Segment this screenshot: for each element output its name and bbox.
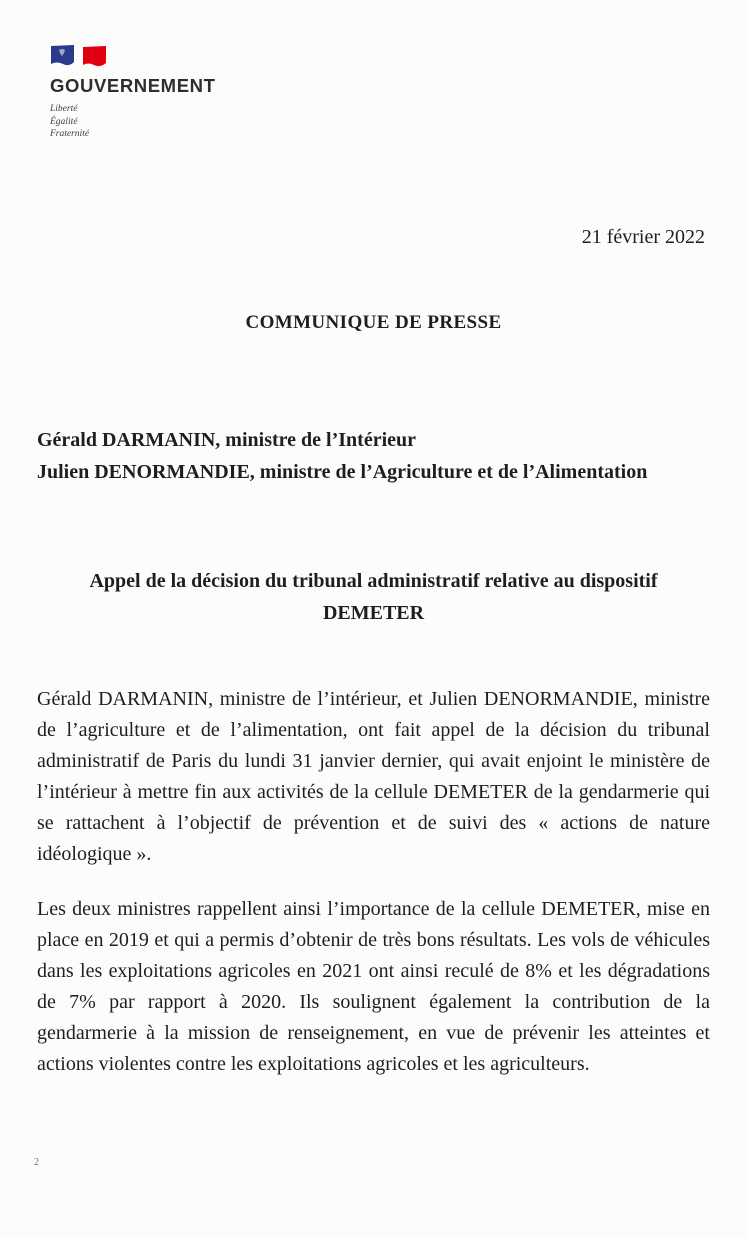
minister-line-1: Gérald DARMANIN, ministre de l’Intérieur — [37, 429, 417, 451]
logo-motto — [50, 103, 270, 141]
motto-liberte: Liberté — [50, 104, 78, 114]
subject-heading: Appel de la décision du tribunal administratif relative au dispositif DEMETER — [89, 570, 658, 624]
motto-egalite: Égalité — [50, 116, 78, 127]
government-logo — [50, 44, 270, 141]
ministers-block — [37, 424, 710, 488]
minister-line-2: Julien DENORMANDIE, ministre de l’Agriculture et de l’Alimentation — [37, 461, 648, 483]
logo-title: GOUVERNEMENT — [50, 75, 216, 96]
paragraph-text: Les deux ministres rappellent ainsi l’importance de la cellule DEMETER, mise en place en 2019 et qui a permis d’obtenir de très bons résultats. Les vols de véhicules dans les exploitations agricoles en 2021 ont ainsi reculé de 8% et les dégradations de 7% par rapport à 2020. Ils soulignent également la contribution de la gendarmerie à la mission de renseignement, en vue de prévenir les atteintes et actions violentes contre les exploitations agricoles et les agriculteurs. — [37, 898, 710, 1075]
page-number: 2 — [34, 1157, 39, 1168]
paragraph-text: Gérald DARMANIN, ministre de l’intérieur, et Julien DENORMANDIE, ministre de l’agriculture et de l’alimentation, ont fait appel de la décision du tribunal administratif de Paris du lundi 31 janvier dernier, qui avait enjoint le ministère de l’intérieur à mettre fin aux activités de la cellule DEMETER de la gendarmerie qui se rattachent à l’objectif de prévention et de suivi des « actions de nature idéologique ». — [37, 688, 710, 865]
body-paragraph-2 — [37, 894, 710, 1080]
french-flag-icon — [50, 44, 108, 70]
document-date: 21 février 2022 — [581, 226, 705, 248]
motto-fraternite: Fraternité — [50, 129, 90, 139]
body-paragraph-1 — [37, 684, 710, 870]
press-release-headline: COMMUNIQUE DE PRESSE — [245, 312, 502, 333]
